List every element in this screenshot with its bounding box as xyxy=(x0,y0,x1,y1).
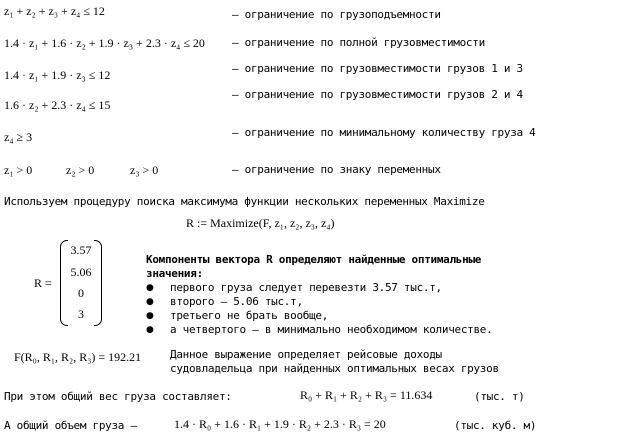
result-value-2: 0 xyxy=(78,286,84,300)
bullet-icon: ● xyxy=(146,311,154,321)
constraint-4-description: – ограничение по грузовместимости грузов 2 и 4 xyxy=(232,88,523,101)
total-weight-formula: R₀ + R₁ + R₂ + R₃ = 11.634 xyxy=(300,388,433,402)
total-volume-unit: (тыс. куб. м) xyxy=(454,419,537,432)
total-volume-formula: 1.4 · R₀ + 1.6 · R₁ + 1.9 · R₂ + 2.3 · R₃ = 20 xyxy=(174,417,386,431)
income-description-line1: Данное выражение определяет рейсовые доходы xyxy=(170,348,442,361)
constraint-1-formula: z₁ + z₂ + z₃ + z₄ ≤ 12 xyxy=(4,4,105,18)
result-bullet-3: третьего не брать вообще, xyxy=(170,309,329,322)
result-value-3: 3 xyxy=(78,307,84,321)
result-value-0: 3.57 xyxy=(70,243,92,257)
constraint-4-formula: 1.6 · z₂ + 2.3 · z₄ ≤ 15 xyxy=(4,98,111,112)
constraint-3-description: – ограничение по грузовместимости грузов 1 и 3 xyxy=(232,62,523,75)
constraint-5-description: – ограничение по минимальному количеству груза 4 xyxy=(232,126,536,139)
constraint-2-description: – ограничение по полной грузовместимости xyxy=(232,36,485,49)
bullet-icon: ● xyxy=(146,325,154,335)
income-description-line2: судовладельца при найденных оптимальных весах грузов xyxy=(170,362,499,375)
result-bullet-4: а четвертого – в минимально необходимом количестве. xyxy=(170,323,493,336)
result-bullet-2: второго – 5.06 тыс.т, xyxy=(170,295,303,308)
constraint-3-formula: 1.4 · z₁ + 1.9 · z₃ ≤ 12 xyxy=(4,68,111,82)
positivity-description: – ограничение по знаку переменных xyxy=(232,163,441,176)
total-volume-text: А общий объем груза – xyxy=(4,419,137,432)
positivity-z2: z₂ > 0 xyxy=(66,163,95,177)
positivity-z3: z₃ > 0 xyxy=(130,163,159,177)
positivity-z1: z₁ > 0 xyxy=(4,163,33,177)
total-weight-unit: (тыс. т) xyxy=(474,390,525,403)
result-heading-line2: значения: xyxy=(146,267,203,280)
result-heading-line1: Компоненты вектора R определяют найденные оптимальные xyxy=(146,253,482,266)
bullet-icon: ● xyxy=(146,283,154,293)
maximize-intro-text: Используем процедуру поиска максимума функции нескольких переменных Maximize xyxy=(4,195,485,208)
result-vector-matrix xyxy=(60,240,102,324)
constraint-5-formula: z₄ ≥ 3 xyxy=(4,130,33,144)
maximize-formula: R := Maximize(F, z₁, z₂, z₃, z₄) xyxy=(186,216,335,230)
result-vector-label: R = xyxy=(34,276,52,290)
constraint-2-formula: 1.4 · z₁ + 1.6 · z₂ + 1.9 · z₃ + 2.3 · z₄ ≤ 20 xyxy=(4,36,205,50)
total-weight-text: При этом общий вес груза составляет: xyxy=(4,390,232,403)
result-bullet-1: первого груза следует перевезти 3.57 тыс.т, xyxy=(170,281,442,294)
result-value-1: 5.06 xyxy=(70,265,92,279)
bullet-icon: ● xyxy=(146,297,154,307)
income-formula: F(R₀, R₁, R₂, R₃) = 192.21 xyxy=(14,350,142,364)
constraint-1-description: – ограничение по грузоподъемности xyxy=(232,8,441,21)
